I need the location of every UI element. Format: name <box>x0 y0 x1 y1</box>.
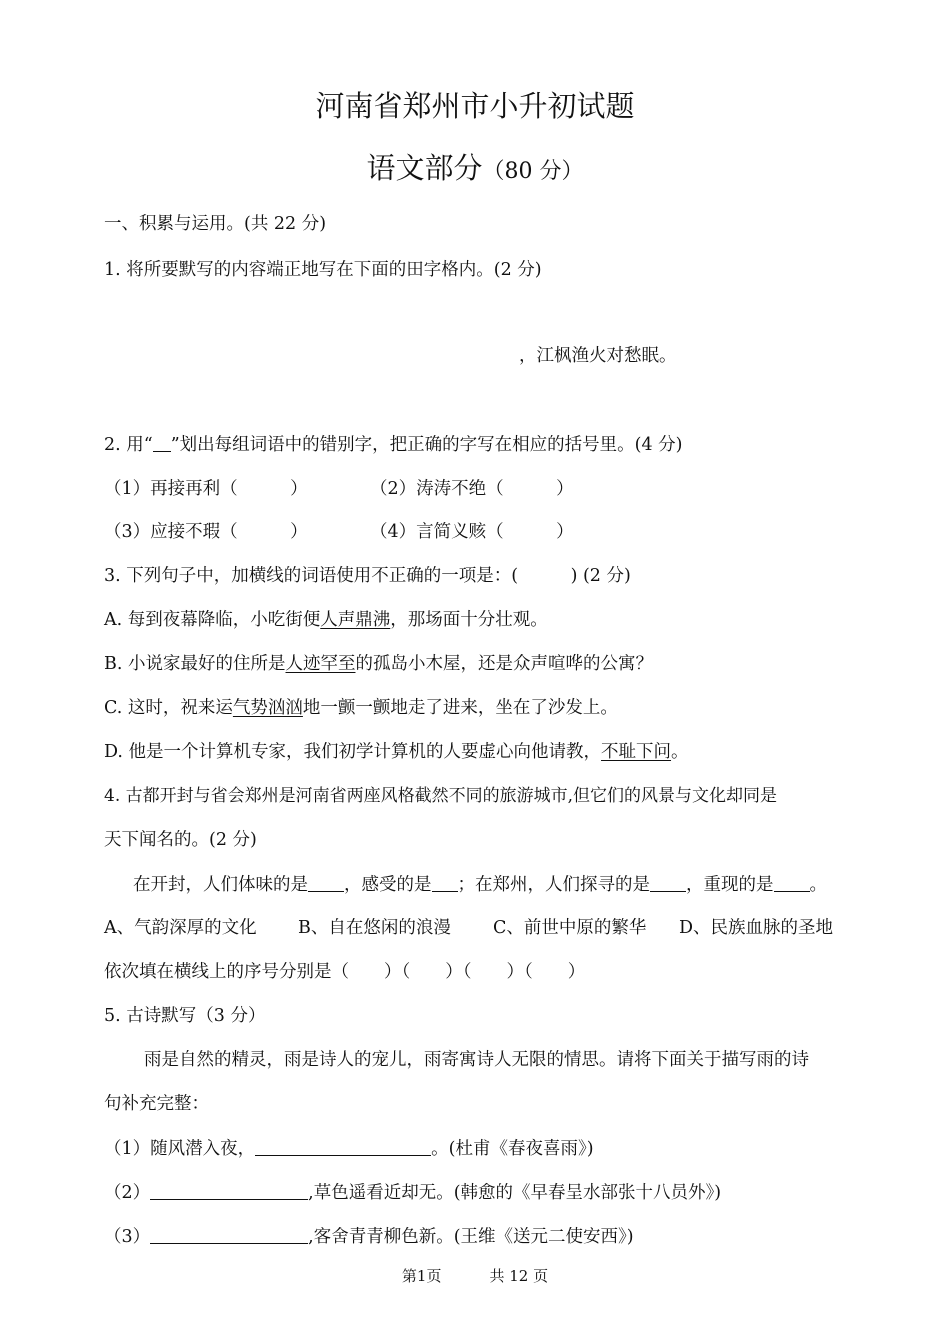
q5-line-2 <box>104 1181 721 1204</box>
q4-option-c: C、前世中原的繁华 <box>493 918 647 938</box>
q4-fill-5: 。 <box>809 875 827 895</box>
q4-fill-4: ，重现的是 <box>686 875 774 895</box>
q3-a-pre: A. 每到夜幕降临，小吃街便 <box>104 610 321 630</box>
answer-blank[interactable] <box>150 1181 308 1200</box>
q3-option-d <box>104 741 689 763</box>
section-heading: 一、积累与运用。(共 22 分) <box>104 214 327 234</box>
q5-l1-pre: （1）随风潜入夜， <box>104 1139 256 1159</box>
answer-blank[interactable] <box>150 1225 308 1244</box>
page-number: 第1页 <box>401 1267 442 1285</box>
q5-l3-post: ,客舍青青柳色新。(王维《送元二使安西》) <box>308 1227 634 1247</box>
q3-option-c <box>104 697 618 719</box>
q1-stem: 1. 将所要默写的内容端正地写在下面的田字格内。(2 分) <box>104 260 542 280</box>
q1-poem-line: ，江枫渔火对愁眠。 <box>519 346 677 366</box>
underline-sample <box>153 433 171 452</box>
q3-a-post: ，那场面十分壮观。 <box>390 610 548 630</box>
page-footer <box>0 1265 950 1286</box>
page-total: 共 12 页 <box>489 1267 549 1285</box>
q3-c-post: 地一颤一颤地走了进来，坐在了沙发上。 <box>302 698 618 718</box>
q4-fill-1: 在开封，人们体味的是 <box>133 875 308 895</box>
q5-l2-pre: （2） <box>104 1183 151 1203</box>
q4-fill-2: ，感受的是 <box>344 875 432 895</box>
q4-option-a: A、气韵深厚的文化 <box>104 918 257 938</box>
q5-intro-line2: 句补充完整： <box>104 1094 209 1114</box>
section-points: （80 分） <box>482 159 584 184</box>
q3-b-pre: B. 小说家最好的住所是 <box>104 654 286 674</box>
q2-item-4: （4）言简义赅（ ） <box>370 522 574 542</box>
q3-c-pre: C. 这时，祝来运 <box>104 698 233 718</box>
answer-blank[interactable] <box>255 1137 431 1156</box>
q3-d-pre: D. 他是一个计算机专家，我们初学计算机的人要虚心向他请教， <box>104 742 602 762</box>
q3-option-b <box>104 653 653 675</box>
answer-blank[interactable] <box>774 873 810 892</box>
q5-stem: 5. 古诗默写（3 分） <box>104 1006 266 1026</box>
section-title-text: 语文部分 <box>366 151 483 185</box>
q5-l2-post: ,草色遥看近却无。(韩愈的《早春呈水部张十八员外》) <box>308 1183 722 1203</box>
q2-stem <box>104 433 683 456</box>
q3-b-underlined: 人迹罕至 <box>285 654 356 674</box>
q2-stem-pre: 2. 用“ <box>104 435 153 455</box>
q3-a-underlined: 人声鼎沸 <box>320 610 391 630</box>
answer-blank[interactable] <box>432 873 458 892</box>
q5-line-3 <box>104 1225 634 1248</box>
answer-blank[interactable] <box>650 873 686 892</box>
q4-stem-line1: 4. 古都开封与省会郑州是河南省两座风格截然不同的旅游城市,但它们的风景与文化却同是 <box>104 786 778 806</box>
q3-c-underlined: 气势汹汹 <box>232 698 303 718</box>
q4-order: 依次填在横线上的序号分别是（ ）（ ）（ ）（ ） <box>104 962 586 982</box>
q3-d-post: 。 <box>671 742 689 762</box>
q5-intro-line1: 雨是自然的精灵，雨是诗人的宠儿，雨寄寓诗人无限的情思。请将下面关于描写雨的诗 <box>144 1050 809 1070</box>
q4-fill-3: ；在郑州，人们探寻的是 <box>457 875 650 895</box>
q2-item-2: （2）涛涛不绝（ ） <box>370 479 574 499</box>
q4-option-d: D、民族血脉的圣地 <box>679 918 834 938</box>
q2-item-1: （1）再接再利（ ） <box>104 479 308 499</box>
q4-option-b: B、自在悠闲的浪漫 <box>298 918 451 938</box>
q2-stem-post: ”划出每组词语中的错别字，把正确的字写在相应的括号里。(4 分) <box>170 435 683 455</box>
q5-line-1 <box>104 1137 594 1160</box>
q3-d-underlined: 不耻下问 <box>601 742 672 762</box>
q4-fill-sentence <box>133 873 827 896</box>
q3-option-a <box>104 609 548 631</box>
q4-stem-line2: 天下闻名的。(2 分) <box>104 830 257 850</box>
q2-item-3: （3）应接不瑕（ ） <box>104 522 308 542</box>
page-title: 河南省郑州市小升初试题 <box>315 89 635 123</box>
q3-stem: 3. 下列句子中，加横线的词语使用不正确的一项是：( ) (2 分) <box>104 566 631 586</box>
q3-b-post: 的孤岛小木屋，还是众声喧哗的公寓？ <box>355 654 653 674</box>
section-title <box>0 146 950 187</box>
answer-blank[interactable] <box>308 873 344 892</box>
q5-l3-pre: （3） <box>104 1227 151 1247</box>
q5-l1-post: 。(杜甫《春夜喜雨》) <box>431 1139 594 1159</box>
